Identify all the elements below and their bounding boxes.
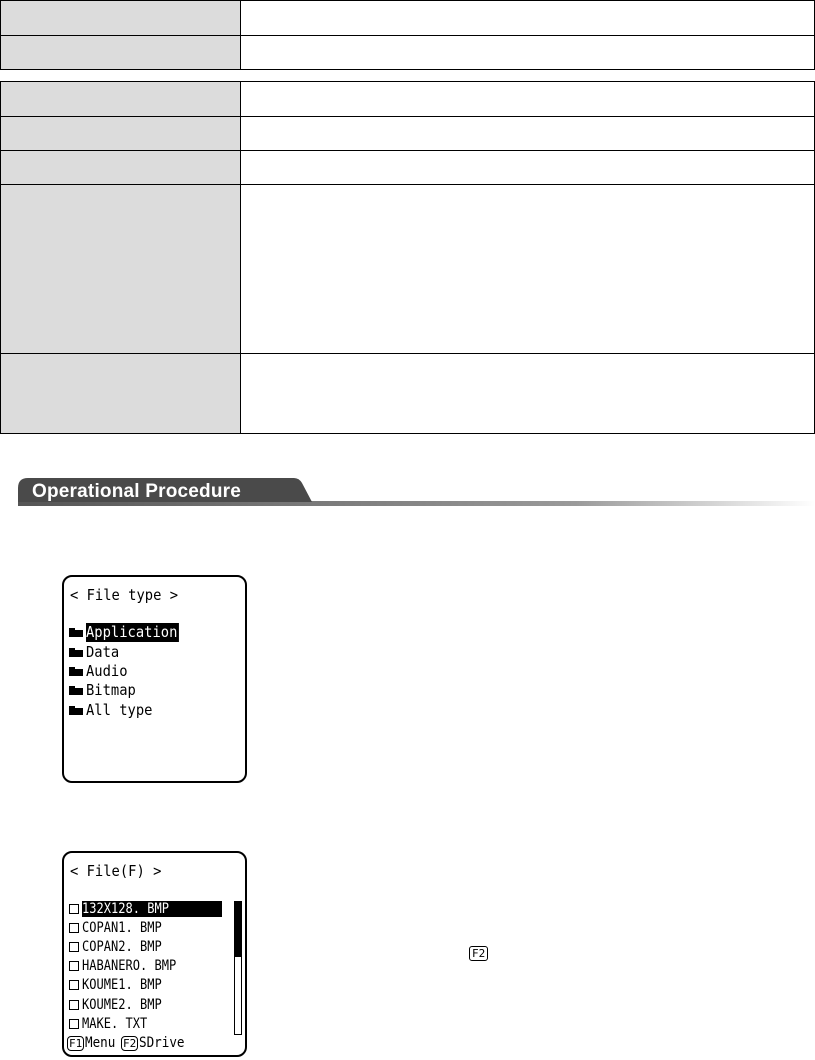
function-key-label: SDrive [139,1035,185,1051]
file-type-label: All type [86,700,153,719]
table-row [1,116,814,150]
table-value-cell [241,354,814,433]
file-list [69,899,222,1033]
file-name: HABANERO. BMP [82,958,177,975]
file-type-label: Bitmap [86,681,136,700]
screen-title: < File(F) > [70,862,162,880]
checkbox-icon[interactable] [69,904,79,914]
table-value-cell [241,1,814,35]
file-type-label: Audio [86,661,128,680]
file-name: 132X128. BMP [82,900,169,917]
file-list-item[interactable] [69,957,222,976]
file-list-item[interactable] [69,918,222,937]
file-name-highlight [82,939,175,955]
file-name: KOUME2. BMP [82,996,162,1013]
table-row [1,353,814,433]
file-type-item[interactable] [69,681,187,700]
table-value-cell [241,185,814,353]
file-name: COPAN2. BMP [82,938,162,955]
file-type-label: Application [86,623,178,642]
file-name: COPAN1. BMP [82,919,162,936]
table-label-cell [1,185,241,353]
table-row [1,82,814,116]
info-table-main [0,81,815,434]
section-title: Operational Procedure [32,481,242,502]
table-label-cell [1,151,241,184]
device-screen-file-list [62,851,247,1057]
file-list-item[interactable] [69,976,222,995]
function-key-bar [67,1035,192,1051]
folder-icon [69,706,83,715]
table-label-cell [1,82,241,116]
scrollbar-thumb[interactable] [235,902,241,957]
table-row [1,1,814,35]
checkbox-icon[interactable] [69,961,79,971]
f2-key-icon: F2 [469,946,488,961]
checkbox-icon[interactable] [69,1019,79,1029]
scrollbar[interactable] [234,901,242,1035]
folder-icon [69,686,83,695]
file-name-highlight [82,958,192,974]
table-row [1,150,814,184]
checkbox-icon[interactable] [69,942,79,952]
file-type-item[interactable] [69,701,187,720]
table-value-cell [241,82,814,116]
file-type-list [69,623,187,720]
file-name: KOUME1. BMP [82,977,162,994]
file-type-item[interactable] [69,662,187,681]
table-label-cell [1,354,241,433]
folder-icon [69,628,83,637]
file-name: MAKE. TXT [82,1015,148,1032]
file-name-highlight [82,997,175,1013]
file-type-item[interactable] [69,642,187,661]
table-row [1,35,814,69]
table-label-cell [1,36,241,69]
section-banner [18,478,815,506]
file-list-item[interactable] [69,995,222,1014]
table-value-cell [241,151,814,184]
function-key-f2-icon[interactable]: F2 [122,1036,137,1050]
table-row [1,184,814,353]
function-key-f1-icon[interactable]: F1 [69,1036,83,1050]
table-label-cell [1,1,241,35]
checkbox-icon[interactable] [69,980,79,990]
table-value-cell [241,117,814,150]
device-screen-file-type [62,575,247,783]
info-table-top [0,0,815,70]
file-list-item[interactable] [69,937,222,956]
file-list-item[interactable] [69,1014,222,1033]
file-name-highlight [82,901,222,917]
file-type-label: Data [86,642,120,661]
file-name-highlight [82,1016,158,1032]
folder-icon [69,648,83,657]
checkbox-icon[interactable] [69,1000,79,1010]
table-value-cell [241,36,814,69]
file-name-highlight [82,977,175,993]
checkbox-icon[interactable] [69,923,79,933]
folder-icon [69,667,83,676]
screen-title: < File type > [70,586,179,604]
file-list-item[interactable] [69,899,222,918]
function-key-label: Menu [85,1035,116,1051]
file-name-highlight [82,920,175,936]
file-type-item[interactable] [69,623,187,642]
table-label-cell [1,117,241,150]
